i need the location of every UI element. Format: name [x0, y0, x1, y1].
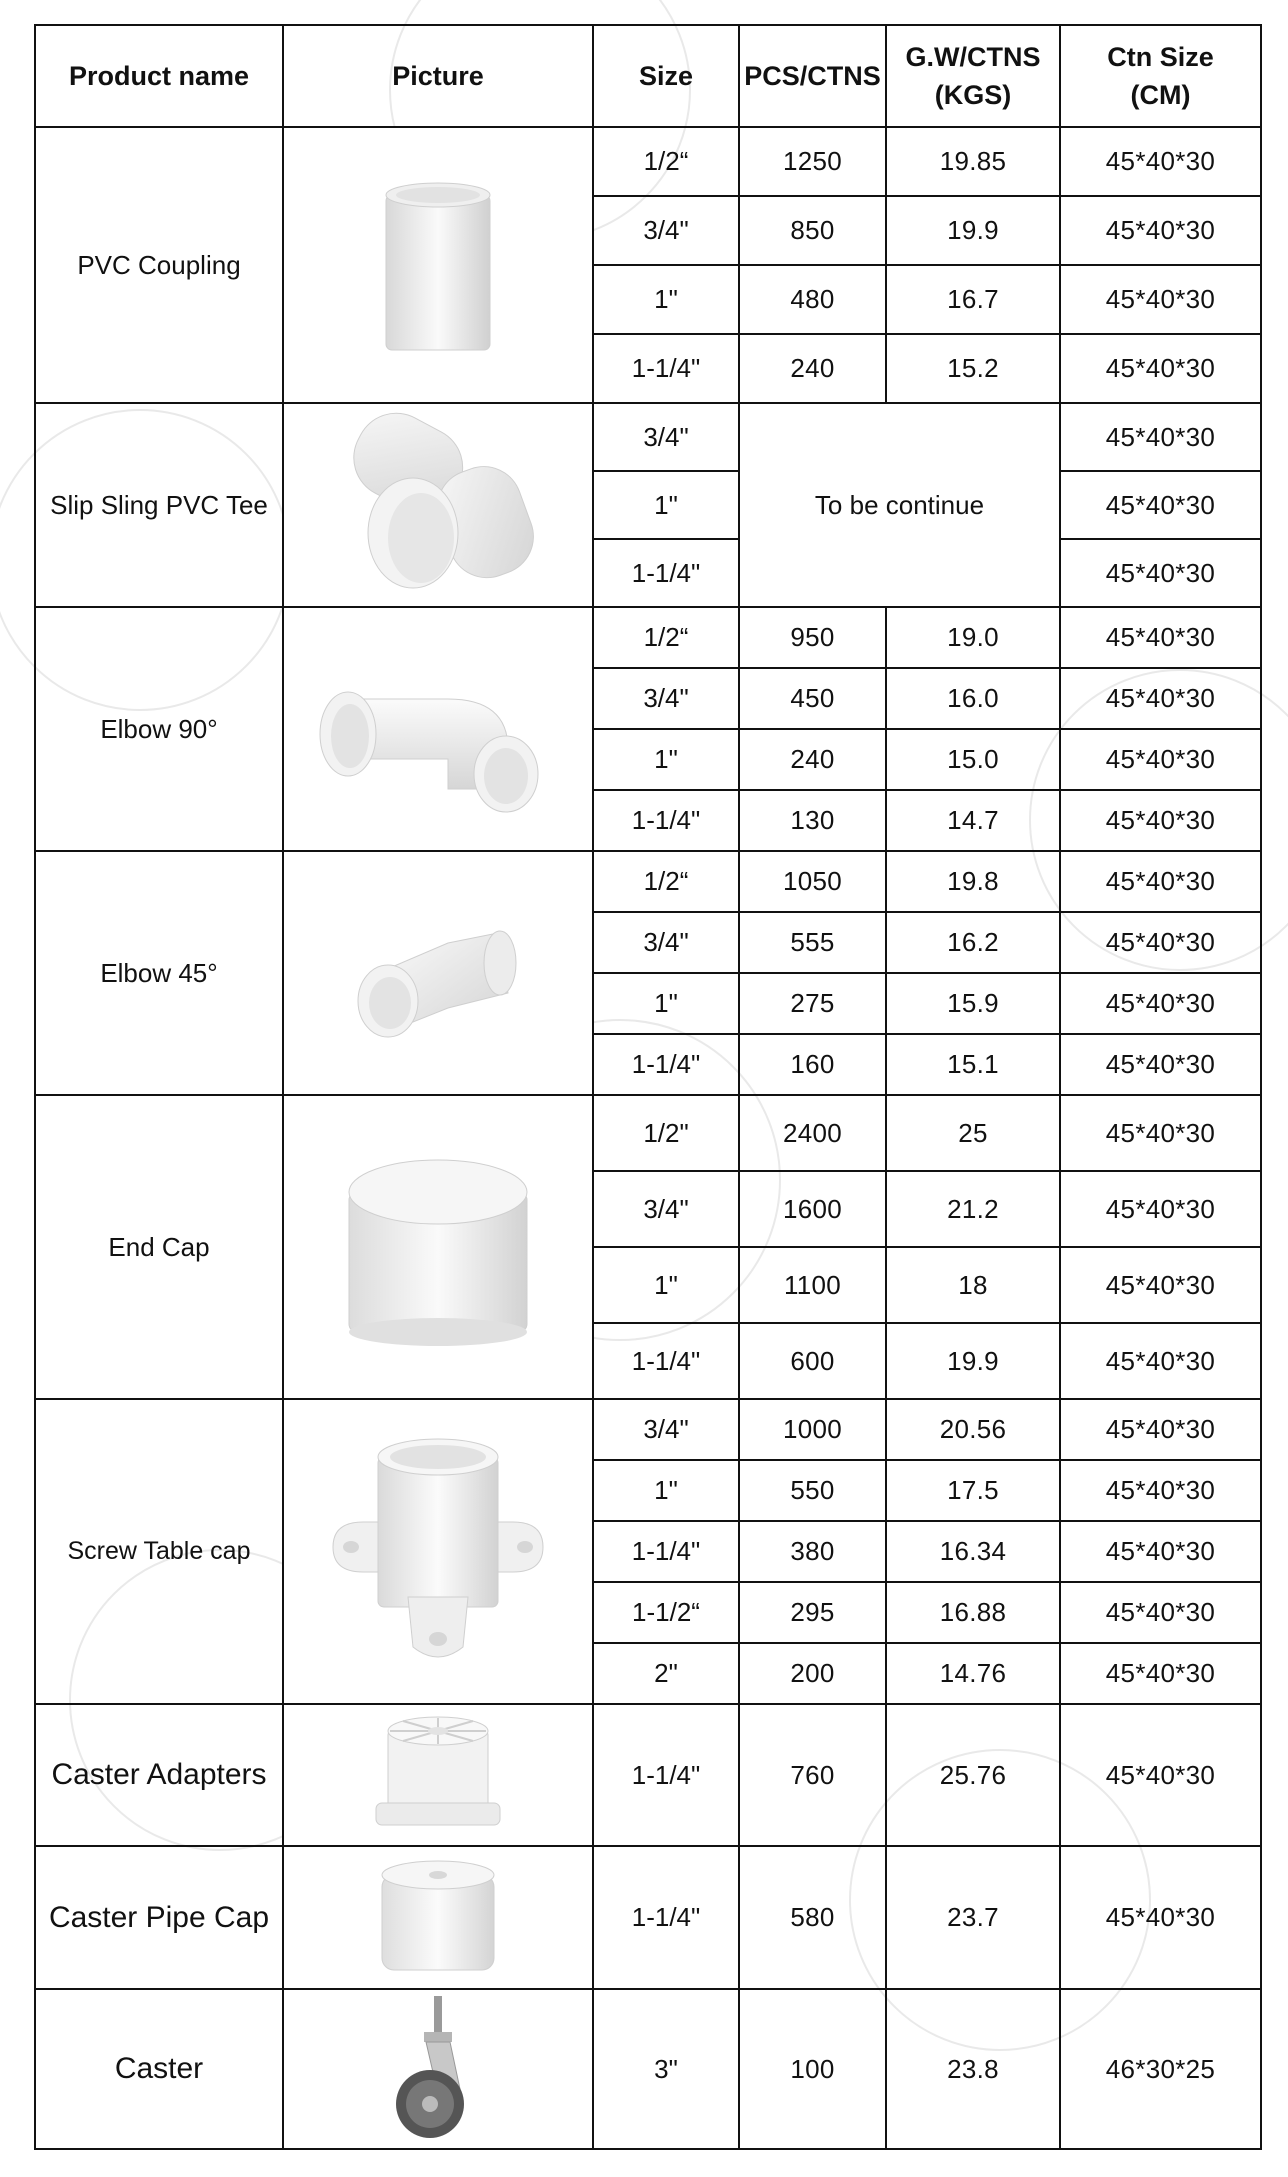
ctn-cell: 45*40*30 — [1060, 334, 1261, 403]
header-gw-line1: G.W/CTNS — [905, 42, 1041, 72]
table-row — [35, 851, 1261, 912]
pcs-cell: 600 — [739, 1323, 886, 1399]
size-cell: 3/4" — [593, 1399, 739, 1460]
ctn-cell: 45*40*30 — [1060, 1171, 1261, 1247]
ctn-cell: 45*40*30 — [1060, 1643, 1261, 1704]
gw-cell: 16.34 — [886, 1521, 1060, 1582]
header-ctn-line1: Ctn Size — [1107, 42, 1214, 72]
ctn-cell: 45*40*30 — [1060, 1460, 1261, 1521]
size-cell: 1-1/4" — [593, 539, 739, 607]
product-name: Elbow 45° — [35, 851, 283, 1095]
product-picture — [283, 1704, 593, 1846]
size-cell: 1/2" — [593, 1095, 739, 1171]
product-picture — [283, 403, 593, 607]
gw-cell: 15.0 — [886, 729, 1060, 790]
product-name: Slip Sling PVC Tee — [35, 403, 283, 607]
gw-cell: 19.9 — [886, 196, 1060, 265]
ctn-cell: 45*40*30 — [1060, 1582, 1261, 1643]
gw-cell: 23.8 — [886, 1989, 1060, 2149]
size-cell: 3/4" — [593, 1171, 739, 1247]
pcs-cell: 580 — [739, 1846, 886, 1989]
header-gw-ctns — [886, 25, 1060, 127]
size-cell: 1/2“ — [593, 127, 739, 196]
header-pcs-ctns: PCS/CTNS — [739, 25, 886, 127]
size-cell: 1-1/4" — [593, 1521, 739, 1582]
gw-cell: 21.2 — [886, 1171, 1060, 1247]
gw-cell: 25.76 — [886, 1704, 1060, 1846]
size-cell: 1" — [593, 729, 739, 790]
header-size: Size — [593, 25, 739, 127]
pcs-cell: 1600 — [739, 1171, 886, 1247]
header-gw-line2: (KGS) — [934, 80, 1012, 110]
size-cell: 1" — [593, 1460, 739, 1521]
size-cell: 1" — [593, 973, 739, 1034]
gw-cell: 25 — [886, 1095, 1060, 1171]
caster-pipe-cap-icon — [368, 1855, 508, 1980]
size-cell: 3/4" — [593, 403, 739, 471]
caster-adapter-icon — [368, 1713, 508, 1838]
pcs-cell: 1100 — [739, 1247, 886, 1323]
table-row — [35, 127, 1261, 196]
caster-wheel-icon — [368, 1994, 508, 2144]
pcs-cell: 1050 — [739, 851, 886, 912]
ctn-cell: 45*40*30 — [1060, 668, 1261, 729]
size-cell: 3/4" — [593, 912, 739, 973]
ctn-cell: 45*40*30 — [1060, 265, 1261, 334]
elbow-45-icon — [328, 883, 548, 1063]
size-cell: 1-1/4" — [593, 334, 739, 403]
ctn-cell: 45*40*30 — [1060, 1704, 1261, 1846]
gw-cell: 17.5 — [886, 1460, 1060, 1521]
product-name: Caster Pipe Cap — [35, 1846, 283, 1989]
product-spec-table — [34, 24, 1262, 2150]
gw-cell: 15.2 — [886, 334, 1060, 403]
ctn-cell: 45*40*30 — [1060, 1521, 1261, 1582]
product-picture — [283, 1989, 593, 2149]
size-cell: 3/4" — [593, 196, 739, 265]
ctn-cell: 46*30*25 — [1060, 1989, 1261, 2149]
size-cell: 1/2“ — [593, 851, 739, 912]
product-picture — [283, 607, 593, 851]
pcs-cell: 240 — [739, 729, 886, 790]
pcs-cell: 2400 — [739, 1095, 886, 1171]
pvc-coupling-icon — [368, 165, 508, 365]
table-row — [35, 1399, 1261, 1460]
ctn-cell: 45*40*30 — [1060, 403, 1261, 471]
gw-cell: 15.1 — [886, 1034, 1060, 1095]
ctn-cell: 45*40*30 — [1060, 1399, 1261, 1460]
product-picture — [283, 851, 593, 1095]
size-cell: 1" — [593, 1247, 739, 1323]
size-cell: 1" — [593, 471, 739, 539]
product-name: Caster — [35, 1989, 283, 2149]
product-picture — [283, 1095, 593, 1399]
size-cell: 1-1/4" — [593, 1704, 739, 1846]
header-product-name: Product name — [35, 25, 283, 127]
header-ctn-size — [1060, 25, 1261, 127]
table-row — [35, 403, 1261, 471]
ctn-cell: 45*40*30 — [1060, 1095, 1261, 1171]
ctn-cell: 45*40*30 — [1060, 539, 1261, 607]
gw-cell: 16.88 — [886, 1582, 1060, 1643]
header-ctn-line2: (CM) — [1130, 80, 1191, 110]
ctn-cell: 45*40*30 — [1060, 127, 1261, 196]
product-name: End Cap — [35, 1095, 283, 1399]
gw-cell: 19.0 — [886, 607, 1060, 668]
size-cell: 1-1/4" — [593, 1034, 739, 1095]
pcs-cell: 100 — [739, 1989, 886, 2149]
pcs-cell: 240 — [739, 334, 886, 403]
product-name: Caster Adapters — [35, 1704, 283, 1846]
gw-cell: 19.9 — [886, 1323, 1060, 1399]
gw-cell: 16.0 — [886, 668, 1060, 729]
size-cell: 1/2“ — [593, 607, 739, 668]
gw-cell: 14.7 — [886, 790, 1060, 851]
size-cell: 1-1/2“ — [593, 1582, 739, 1643]
product-name: Screw Table cap — [35, 1399, 283, 1704]
ctn-cell: 45*40*30 — [1060, 196, 1261, 265]
gw-cell: 15.9 — [886, 973, 1060, 1034]
table-row — [35, 1704, 1261, 1846]
size-cell: 1" — [593, 265, 739, 334]
screw-table-cap-icon — [323, 1427, 553, 1677]
pcs-cell: 130 — [739, 790, 886, 851]
pcs-cell: 275 — [739, 973, 886, 1034]
to-be-continued-note: To be continue — [739, 403, 1060, 607]
pcs-cell: 1250 — [739, 127, 886, 196]
gw-cell: 14.76 — [886, 1643, 1060, 1704]
elbow-90-icon — [318, 639, 558, 819]
table-row — [35, 1846, 1261, 1989]
ctn-cell: 45*40*30 — [1060, 729, 1261, 790]
product-picture — [283, 1399, 593, 1704]
gw-cell: 18 — [886, 1247, 1060, 1323]
pcs-cell: 480 — [739, 265, 886, 334]
pcs-cell: 450 — [739, 668, 886, 729]
product-name: Elbow 90° — [35, 607, 283, 851]
table-row — [35, 607, 1261, 668]
pcs-cell: 1000 — [739, 1399, 886, 1460]
pcs-cell: 555 — [739, 912, 886, 973]
pcs-cell: 760 — [739, 1704, 886, 1846]
ctn-cell: 45*40*30 — [1060, 790, 1261, 851]
gw-cell: 16.7 — [886, 265, 1060, 334]
size-cell: 1-1/4" — [593, 790, 739, 851]
gw-cell: 20.56 — [886, 1399, 1060, 1460]
table-row — [35, 1095, 1261, 1171]
gw-cell: 19.8 — [886, 851, 1060, 912]
ctn-cell: 45*40*30 — [1060, 1846, 1261, 1989]
pcs-cell: 950 — [739, 607, 886, 668]
size-cell: 3/4" — [593, 668, 739, 729]
size-cell: 1-1/4" — [593, 1323, 739, 1399]
size-cell: 1-1/4" — [593, 1846, 739, 1989]
gw-cell: 19.85 — [886, 127, 1060, 196]
product-name: PVC Coupling — [35, 127, 283, 403]
ctn-cell: 45*40*30 — [1060, 851, 1261, 912]
ctn-cell: 45*40*30 — [1060, 912, 1261, 973]
pvc-tee-icon — [333, 408, 543, 603]
size-cell: 2" — [593, 1643, 739, 1704]
pcs-cell: 200 — [739, 1643, 886, 1704]
table-row — [35, 1989, 1261, 2149]
gw-cell: 23.7 — [886, 1846, 1060, 1989]
size-cell: 3" — [593, 1989, 739, 2149]
pcs-cell: 380 — [739, 1521, 886, 1582]
ctn-cell: 45*40*30 — [1060, 471, 1261, 539]
pcs-cell: 850 — [739, 196, 886, 265]
ctn-cell: 45*40*30 — [1060, 973, 1261, 1034]
gw-cell: 16.2 — [886, 912, 1060, 973]
ctn-cell: 45*40*30 — [1060, 1323, 1261, 1399]
ctn-cell: 45*40*30 — [1060, 607, 1261, 668]
pcs-cell: 550 — [739, 1460, 886, 1521]
header-picture: Picture — [283, 25, 593, 127]
product-picture — [283, 127, 593, 403]
pcs-cell: 295 — [739, 1582, 886, 1643]
end-cap-icon — [333, 1142, 543, 1352]
product-picture — [283, 1846, 593, 1989]
pcs-cell: 160 — [739, 1034, 886, 1095]
header-row — [35, 25, 1261, 127]
ctn-cell: 45*40*30 — [1060, 1034, 1261, 1095]
ctn-cell: 45*40*30 — [1060, 1247, 1261, 1323]
